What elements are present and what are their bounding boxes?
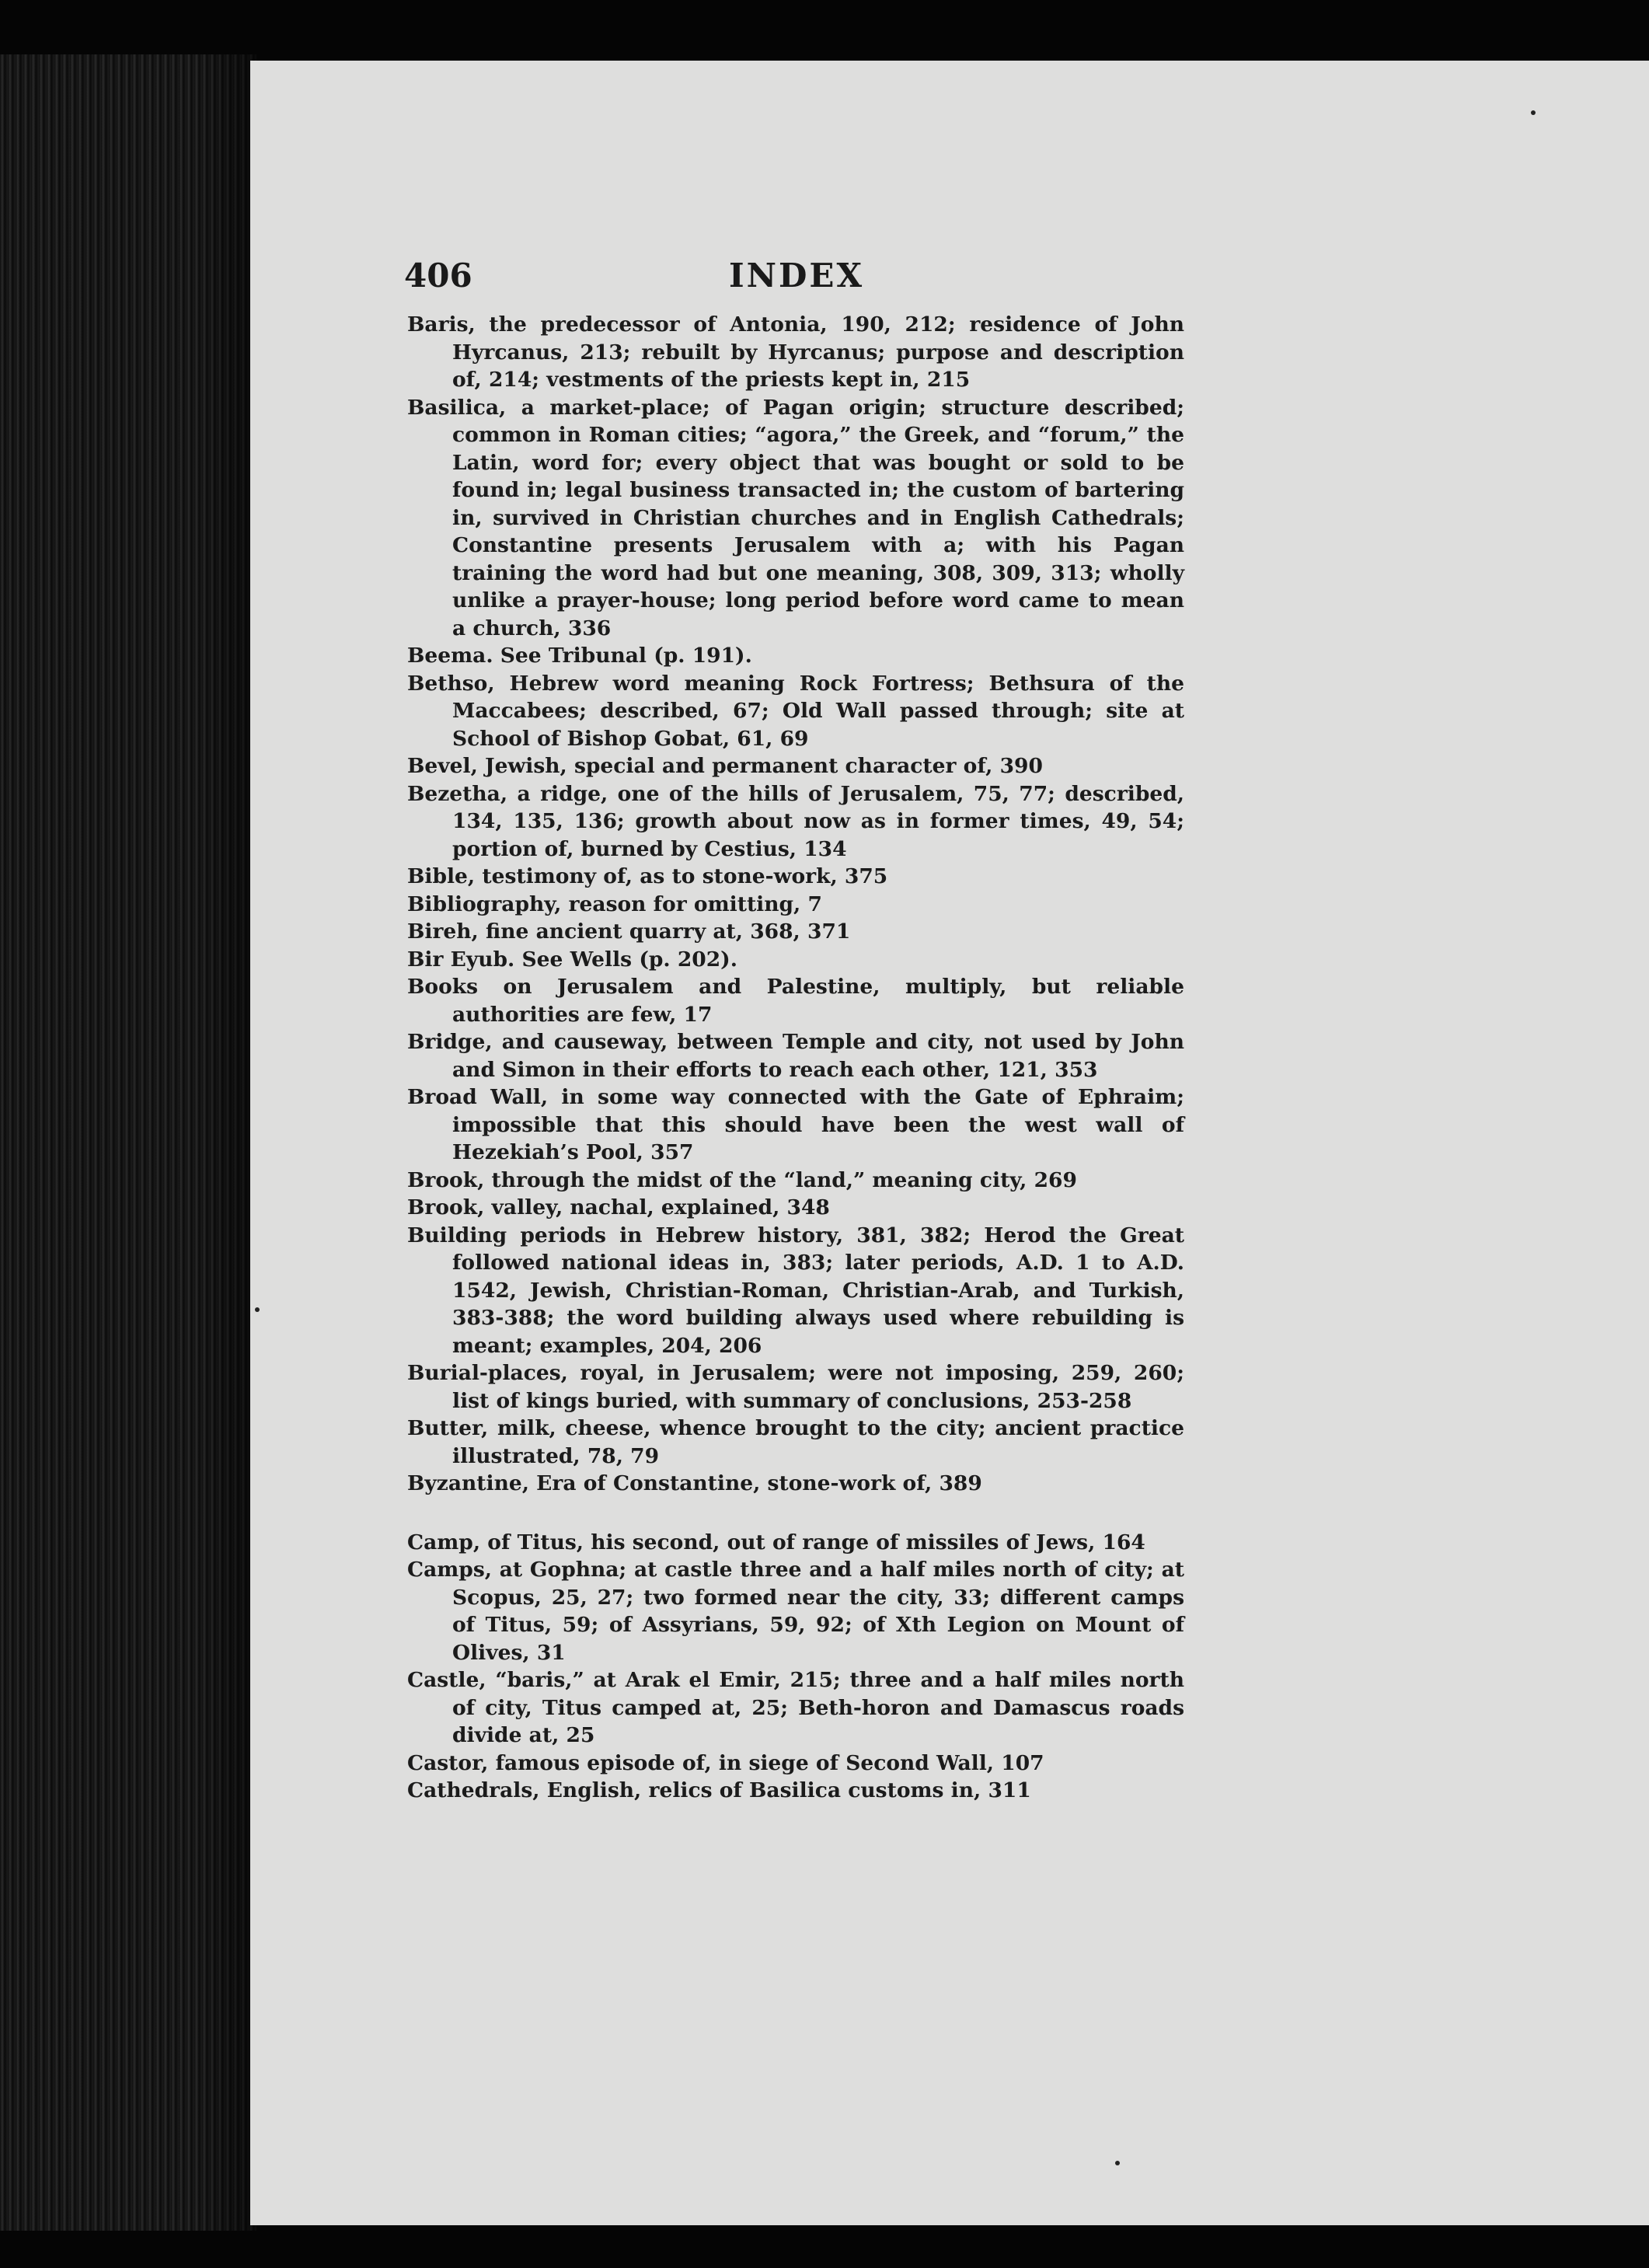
index-entry: Bevel, Jewish, special and permanent character of, 390 [407, 754, 1043, 778]
print-speck [255, 1307, 260, 1312]
index-entry: Castle, “baris,” at Arak el Emir, 215; three and a half miles north of city, Titus camped at, 25; Beth-horon and Damascus roads divide at, 25 [407, 1668, 1184, 1747]
index-entry: Brook, through the midst of the “land,” meaning city, 269 [407, 1167, 1077, 1192]
index-entry: Bir Eyub. See Wells (p. 202). [407, 947, 737, 972]
index-entry: Books on Jerusalem and Palestine, multiply, but reliable authorities are few, 17 [407, 975, 1184, 1027]
index-entries [407, 311, 1184, 1836]
index-entry: Bible, testimony of, as to stone-work, 375 [407, 864, 888, 888]
index-entry: Byzantine, Era of Constantine, stone-work of, 389 [407, 1471, 982, 1495]
index-entry: Camp, of Titus, his second, out of range of missiles of Jews, 164 [407, 1530, 1145, 1554]
binding-shadow [198, 54, 256, 2231]
index-entry: Basilica, a market-place; of Pagan origin; structure described; common in Roman cities; “agora,” the Greek, and “forum,” the Latin, word for; every object that was bought or sold to be found in; legal business transacted in; the custom of bartering in, survived in Christian churches and in English Cathedrals; Constantine presents Jerusalem with a; with his Pagan training the word had but one meaning, 308, 309, 313; wholly unlike a prayer-house; long period before word came to mean a church, 336 [407, 395, 1184, 640]
page-number: 406 [404, 256, 472, 295]
index-entry: Camps, at Gophna; at castle three and a half miles north of city; at Scopus, 25, 27; two formed near the city, 33; different camps of Titus, 59; of Assyrians, 59, 92; of Xth Legion on Mount of Olives, 31 [407, 1558, 1184, 1665]
index-group-b [407, 311, 1184, 1498]
index-group-c [407, 1529, 1184, 1805]
index-entry: Bethso, Hebrew word meaning Rock Fortress; Bethsura of the Maccabees; described, 67; Old Wall passed through; site at School of Bishop Gobat, 61, 69 [407, 671, 1184, 751]
index-entry: Cathedrals, English, relics of Basilica customs in, 311 [407, 1778, 1031, 1802]
index-entry: Bridge, and causeway, between Temple and city, not used by John and Simon in their efforts to reach each other, 121, 353 [407, 1030, 1184, 1082]
page-header [404, 256, 1166, 319]
running-title: INDEX [728, 256, 865, 295]
print-speck [1531, 110, 1536, 115]
index-entry: Butter, milk, cheese, whence brought to the city; ancient practice illustrated, 78, 79 [407, 1416, 1184, 1468]
index-entry: Broad Wall, in some way connected with the Gate of Ephraim; impossible that this should have been the west wall of Hezekiah’s Pool, 357 [407, 1085, 1184, 1164]
index-entry: Bibliography, reason for omitting, 7 [407, 891, 822, 916]
index-entry: Brook, valley, nachal, explained, 348 [407, 1195, 830, 1219]
print-speck [1115, 2161, 1120, 2165]
index-entry: Bezetha, a ridge, one of the hills of Jerusalem, 75, 77; described, 134, 135, 136; growth about now as in former times, 49, 54; portion of, burned by Cestius, 134 [407, 781, 1184, 861]
index-entry: Castor, famous episode of, in siege of Second Wall, 107 [407, 1750, 1044, 1775]
index-entry: Bireh, fine ancient quarry at, 368, 371 [407, 919, 851, 944]
index-entry: Beema. See Tribunal (p. 191). [407, 644, 752, 668]
index-entry: Baris, the predecessor of Antonia, 190, 212; residence of John Hyrcanus, 213; rebuilt by Hyrcanus; purpose and description of, 214; vestments of the priests kept in, 215 [407, 312, 1184, 392]
index-entry: Burial-places, royal, in Jerusalem; were not imposing, 259, 260; list of kings buried, with summary of conclusions, 253-258 [407, 1361, 1184, 1413]
index-entry: Building periods in Hebrew history, 381, 382; Herod the Great followed national ideas in, 383; later periods, A.D. 1 to A.D. 1542, Jewish, Christian-Roman, Christian-Arab, and Turkish, 383-388; the word building always used where rebuilding is meant; examples, 204, 206 [407, 1223, 1184, 1358]
